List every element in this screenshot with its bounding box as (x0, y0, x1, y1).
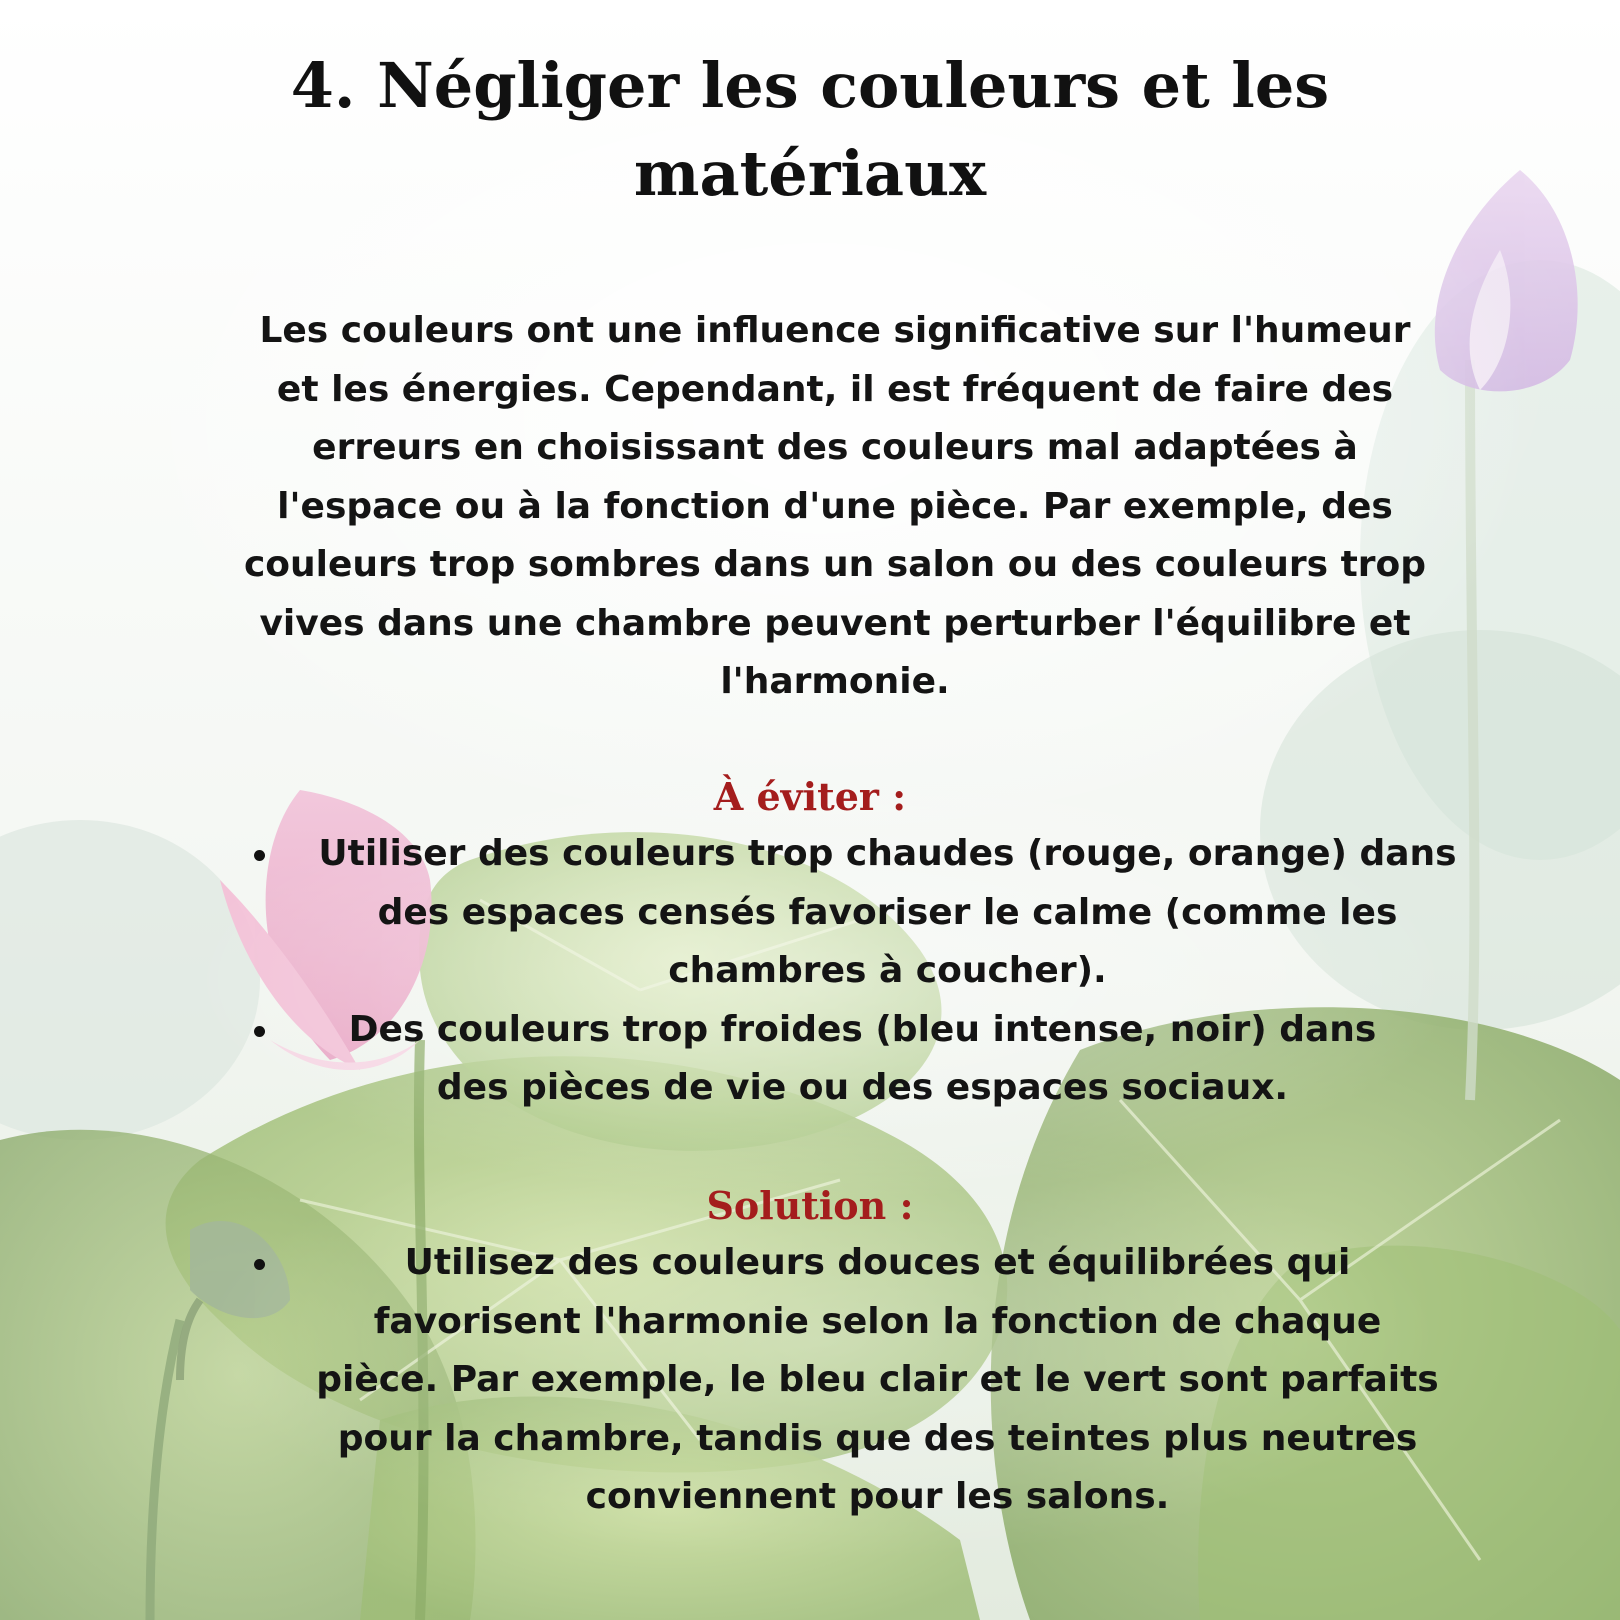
page-title: 4. Négliger les couleurs et les matériaux (290, 49, 1330, 210)
avoid-heading: À éviter : (713, 774, 907, 819)
bullet-icon (254, 1259, 265, 1270)
list-item (240, 1001, 1480, 1118)
solution-item-text: Utilisez des couleurs douces et équilibrées qui favorisent l'harmonie selon la fonction de chaque pièce. Par exemple, le bleu clair et le vert sont parfaits pour la chambre, tandis que des teintes plus neutres conviennent pour les salons. (316, 1242, 1439, 1517)
avoid-list (240, 825, 1480, 1118)
solution-heading: Solution : (706, 1183, 914, 1228)
bullet-icon (254, 850, 265, 861)
bullet-icon (254, 1026, 265, 1037)
list-item (240, 1234, 1480, 1527)
avoid-item-text: Utiliser des couleurs trop chaudes (rouge, orange) dans des espaces censés favoriser le calme (comme les chambres à coucher). (318, 833, 1457, 991)
solution-list (240, 1234, 1480, 1527)
intro-paragraph: Les couleurs ont une influence significative sur l'humeur et les énergies. Cependant, il est fréquent de faire des erreurs en choisissant des couleurs mal adaptées à l'espace ou à la fonction d'une pièce. Par exemple, des couleurs trop sombres dans un salon ou des couleurs trop vives dans une chambre peuvent perturber l'équilibre et l'harmonie. (243, 310, 1427, 702)
list-item (240, 825, 1480, 1001)
avoid-item-text: Des couleurs trop froides (bleu intense, noir) dans des pièces de vie ou des espaces sociaux. (348, 1008, 1377, 1108)
